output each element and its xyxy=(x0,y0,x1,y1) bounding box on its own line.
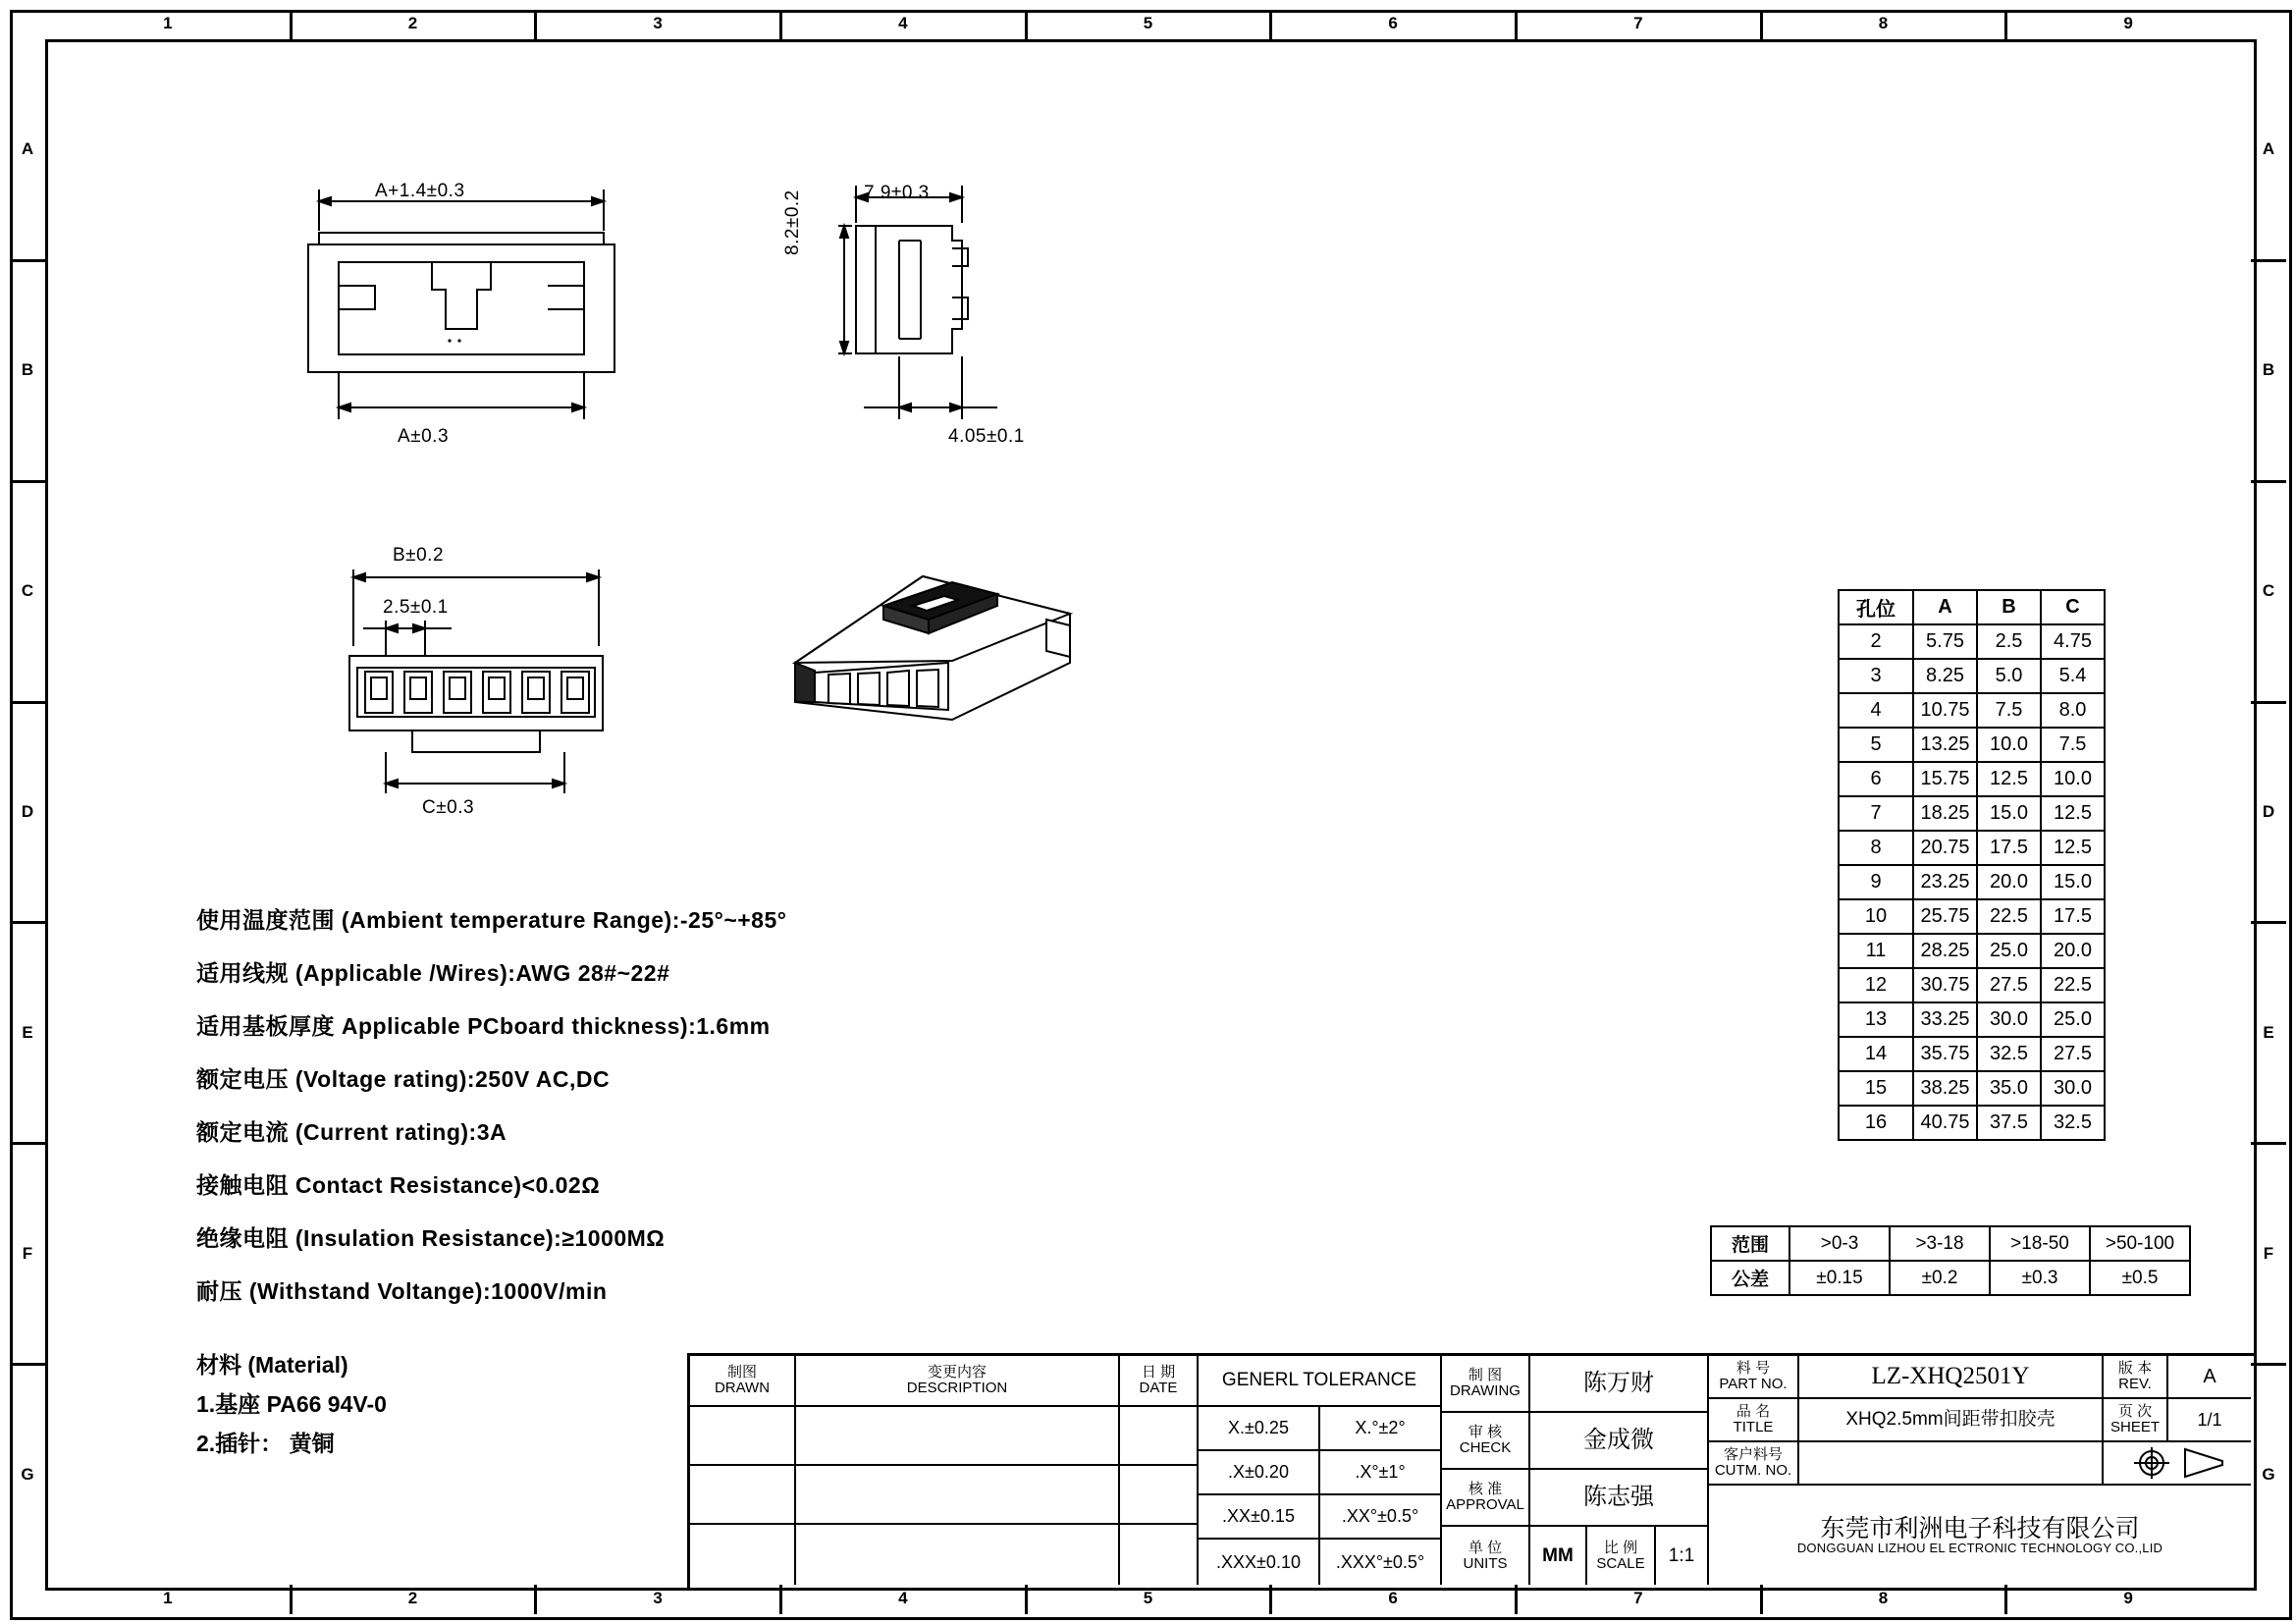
dim-2-5: 2.5±0.1 xyxy=(383,597,449,618)
specification-list xyxy=(196,893,786,1318)
date-header-en: DATE xyxy=(1139,1380,1178,1396)
spec-item: 绝缘电阻 (Insulation Resistance):≥1000MΩ xyxy=(196,1225,666,1251)
title-header-en: TITLE xyxy=(1733,1419,1774,1435)
drawn-header-cn: 制图 xyxy=(726,1364,757,1381)
hole-table-cell: 25.0 xyxy=(2041,1002,2105,1037)
date-row1 xyxy=(1120,1407,1199,1466)
frame-column-label: 8 xyxy=(1878,14,1889,32)
title-block xyxy=(687,1353,2257,1591)
title-value: XHQ2.5mm间距带扣胶壳 xyxy=(1799,1399,2104,1442)
hole-table-cell: 25.0 xyxy=(1977,934,2041,968)
frame-tick xyxy=(1269,10,1272,39)
table-row xyxy=(1839,1106,2105,1140)
title-header xyxy=(1709,1399,1799,1442)
hole-table-cell: 5.4 xyxy=(2041,659,2105,693)
hole-table-cell: 5 xyxy=(1839,728,1913,762)
description-header xyxy=(796,1356,1120,1407)
cutm-no-header-en: CUTM. NO. xyxy=(1714,1462,1792,1479)
table-row xyxy=(1839,831,2105,865)
tolerance-label: 公差 xyxy=(1711,1261,1789,1295)
company-name-en: DONGGUAN LIZHOU EL ECTRONIC TECHNOLOGY CO.,LID xyxy=(1796,1540,2163,1555)
hole-table-cell: 12.5 xyxy=(2041,831,2105,865)
first-angle-projection-icon xyxy=(2109,1443,2246,1483)
frame-row-label: B xyxy=(2262,360,2275,380)
tolerance-linear-3: .XX±0.15 xyxy=(1199,1495,1320,1540)
frame-tick xyxy=(2251,480,2286,483)
drawn-value-row2 xyxy=(690,1466,796,1525)
date-header-cn: 日 期 xyxy=(1141,1364,1176,1381)
hole-table-cell: 12 xyxy=(1839,968,1913,1002)
frame-tick xyxy=(10,1142,45,1145)
spec-item: 适用线规 (Applicable /Wires):AWG 28#~22# xyxy=(196,960,670,986)
frame-row-label: A xyxy=(2262,139,2275,159)
hole-table-cell: 28.25 xyxy=(1913,934,1977,968)
frame-column-label: 4 xyxy=(898,1589,908,1607)
frame-tick xyxy=(779,10,782,39)
hole-table-cell: 35.0 xyxy=(1977,1071,2041,1106)
spec-item: 适用基板厚度 Applicable PCboard thickness):1.6mm xyxy=(196,1013,771,1039)
hole-table-cell: 13.25 xyxy=(1913,728,1977,762)
scale-header xyxy=(1587,1527,1656,1585)
drawn-header-en: DRAWN xyxy=(714,1380,771,1396)
dim-a: A±0.3 xyxy=(398,426,450,447)
hole-table-cell: 5.0 xyxy=(1977,659,2041,693)
company-block xyxy=(1709,1486,2251,1585)
sheet-header-en: SHEET xyxy=(2109,1419,2160,1435)
rev-header-cn: 版 本 xyxy=(2117,1360,2153,1378)
general-tolerance-header: GENERL TOLERANCE xyxy=(1199,1356,1442,1407)
range-value: >3-18 xyxy=(1890,1226,1990,1261)
projection-symbol-cell xyxy=(2104,1442,2251,1486)
hole-table-cell: 10.0 xyxy=(2041,762,2105,796)
tolerance-angular-3: .XX°±0.5° xyxy=(1320,1495,1442,1540)
description-header-cn: 变更内容 xyxy=(927,1364,987,1381)
hole-table-cell: 2 xyxy=(1839,624,1913,659)
drawing-role-cn: 制 图 xyxy=(1468,1367,1503,1384)
approval-role-cn: 核 准 xyxy=(1468,1481,1503,1498)
hole-table-cell: 4.75 xyxy=(2041,624,2105,659)
frame-tick xyxy=(10,480,45,483)
hole-table-cell: 27.5 xyxy=(2041,1037,2105,1071)
frame-tick xyxy=(1515,10,1518,39)
frame-tick xyxy=(10,701,45,704)
tolerance-angular-4: .XXX°±0.5° xyxy=(1320,1540,1442,1585)
frame-row-label: E xyxy=(2263,1022,2274,1042)
table-row xyxy=(1839,728,2105,762)
frame-row-label: E xyxy=(22,1022,33,1042)
frame-tick xyxy=(2251,921,2286,924)
tolerance-linear-4: .XXX±0.10 xyxy=(1199,1540,1320,1585)
table-row xyxy=(1839,693,2105,728)
hole-table-cell: 2.5 xyxy=(1977,624,2041,659)
sheet-header-cn: 页 次 xyxy=(2117,1403,2153,1421)
hole-table-cell: 27.5 xyxy=(1977,968,2041,1002)
hole-table-cell: 7 xyxy=(1839,796,1913,831)
hole-table-cell: 12.5 xyxy=(1977,762,2041,796)
frame-column-label: 2 xyxy=(407,14,418,32)
table-row xyxy=(1839,1002,2105,1037)
tolerance-value: ±0.3 xyxy=(1990,1261,2090,1295)
tolerance-value: ±0.2 xyxy=(1890,1261,1990,1295)
frame-tick xyxy=(10,259,45,262)
rev-value: A xyxy=(2168,1356,2251,1399)
hole-table-cell: 5.75 xyxy=(1913,624,1977,659)
frame-column-label: 2 xyxy=(407,1589,418,1607)
table-row xyxy=(1839,865,2105,899)
hole-table-cell: 32.5 xyxy=(1977,1037,2041,1071)
range-value: >0-3 xyxy=(1789,1226,1890,1261)
sheet-value: 1/1 xyxy=(2168,1399,2251,1442)
spec-item: 耐压 (Withstand Voltange):1000V/min xyxy=(196,1278,608,1304)
drawn-value-row1 xyxy=(690,1407,796,1466)
rev-header xyxy=(2104,1356,2168,1399)
table-header-row xyxy=(1839,590,2105,624)
material-title: 材料 (Material) xyxy=(196,1352,348,1378)
frame-column-label: 5 xyxy=(1143,1589,1153,1607)
range-label: 范围 xyxy=(1711,1226,1789,1261)
check-role-en: CHECK xyxy=(1459,1439,1512,1456)
table-row xyxy=(1839,899,2105,934)
frame-row-label: D xyxy=(21,802,34,821)
hole-table-cell: 11 xyxy=(1839,934,1913,968)
tolerance-range-table xyxy=(1710,1225,2191,1296)
hole-table-cell: 3 xyxy=(1839,659,1913,693)
approval-person: 陈志强 xyxy=(1530,1470,1709,1527)
table-row xyxy=(1839,796,2105,831)
dim-8-2: 8.2±0.2 xyxy=(782,189,803,255)
title-header-cn: 品 名 xyxy=(1735,1403,1771,1421)
dim-7-9: 7.9±0.3 xyxy=(864,183,930,203)
hole-table-cell: 15.0 xyxy=(1977,796,2041,831)
hole-table-cell: 25.75 xyxy=(1913,899,1977,934)
hole-table-cell: 7.5 xyxy=(2041,728,2105,762)
units-header-cn: 单 位 xyxy=(1468,1539,1503,1556)
hole-table-cell: 15.0 xyxy=(2041,865,2105,899)
material-block xyxy=(196,1345,387,1463)
hole-table-cell: 8.25 xyxy=(1913,659,1977,693)
check-person: 金成微 xyxy=(1530,1413,1709,1470)
frame-row-label: D xyxy=(2262,802,2275,821)
material-line-1: 1.基座 PA66 94V-0 xyxy=(196,1391,387,1417)
table-row xyxy=(1839,762,2105,796)
hole-table-cell: 13 xyxy=(1839,1002,1913,1037)
frame-column-label: 6 xyxy=(1388,1589,1398,1607)
units-value: MM xyxy=(1530,1527,1587,1585)
hole-table-header: B xyxy=(1977,590,2041,624)
approval-role-en: APPROVAL xyxy=(1446,1496,1524,1513)
cutm-no-value xyxy=(1799,1442,2104,1486)
spec-item: 使用温度范围 (Ambient temperature Range):-25°~+85° xyxy=(196,907,787,933)
part-no-header-en: PART NO. xyxy=(1719,1376,1788,1392)
hole-table-cell: 16 xyxy=(1839,1106,1913,1140)
frame-column-label: 1 xyxy=(163,1589,173,1607)
frame-tick xyxy=(534,10,537,39)
drawing-role-en: DRAWING xyxy=(1450,1382,1521,1399)
spec-item: 额定电压 (Voltage rating):250V AC,DC xyxy=(196,1066,611,1092)
frame-column-label: 7 xyxy=(1633,14,1643,32)
frame-column-label: 9 xyxy=(2123,1589,2133,1607)
range-value: >18-50 xyxy=(1990,1226,2090,1261)
hole-table-cell: 38.25 xyxy=(1913,1071,1977,1106)
frame-tick xyxy=(1025,10,1028,39)
frame-tick xyxy=(290,1585,293,1614)
part-no-value: LZ-XHQ2501Y xyxy=(1799,1356,2104,1399)
hole-table-cell: 20.0 xyxy=(2041,934,2105,968)
hole-table-cell: 23.25 xyxy=(1913,865,1977,899)
frame-tick xyxy=(10,1363,45,1366)
hole-table-header: 孔位 xyxy=(1839,590,1913,624)
table-row xyxy=(1839,1037,2105,1071)
description-row1 xyxy=(796,1407,1120,1466)
hole-table-cell: 4 xyxy=(1839,693,1913,728)
hole-table-cell: 20.75 xyxy=(1913,831,1977,865)
frame-column-label: 6 xyxy=(1388,14,1398,32)
drawing-role-header xyxy=(1442,1356,1530,1413)
frame-tick xyxy=(10,921,45,924)
frame-tick xyxy=(2251,259,2286,262)
hole-table-cell: 10 xyxy=(1839,899,1913,934)
drawn-value-row3 xyxy=(690,1525,796,1585)
material-line-2: 2.插针： 黄铜 xyxy=(196,1431,335,1456)
dim-4-05: 4.05±0.1 xyxy=(948,426,1025,447)
table-row xyxy=(1839,968,2105,1002)
scale-header-cn: 比 例 xyxy=(1603,1539,1638,1556)
hole-table-cell: 20.0 xyxy=(1977,865,2041,899)
frame-row-label: F xyxy=(22,1243,33,1263)
tolerance-linear-2: .X±0.20 xyxy=(1199,1451,1320,1495)
frame-column-label: 4 xyxy=(898,14,908,32)
frame-column-label: 1 xyxy=(163,14,173,32)
frame-column-label: 3 xyxy=(653,1589,663,1607)
scale-value: 1:1 xyxy=(1656,1527,1709,1585)
dim-a-plus-1-4: A+1.4±0.3 xyxy=(375,181,465,201)
hole-table-cell: 9 xyxy=(1839,865,1913,899)
hole-dimension-table xyxy=(1838,589,2106,1141)
hole-table-cell: 30.75 xyxy=(1913,968,1977,1002)
hole-table-cell: 37.5 xyxy=(1977,1106,2041,1140)
frame-row-label: F xyxy=(2263,1243,2274,1263)
frame-tick xyxy=(534,1585,537,1614)
rev-header-en: REV. xyxy=(2118,1376,2152,1392)
cutm-no-header-cn: 客户料号 xyxy=(1723,1446,1783,1464)
drawing-person: 陈万财 xyxy=(1530,1356,1709,1413)
frame-row-label: B xyxy=(21,360,34,380)
hole-table-cell: 22.5 xyxy=(2041,968,2105,1002)
hole-table-cell: 30.0 xyxy=(1977,1002,2041,1037)
description-row2 xyxy=(796,1466,1120,1525)
view-bottom-pins xyxy=(314,530,825,825)
approval-role-header xyxy=(1442,1470,1530,1527)
table-row xyxy=(1839,934,2105,968)
view-front-housing xyxy=(285,172,815,496)
hole-table-cell: 7.5 xyxy=(1977,693,2041,728)
hole-table-cell: 22.5 xyxy=(1977,899,2041,934)
part-no-header xyxy=(1709,1356,1799,1399)
hole-table-cell: 40.75 xyxy=(1913,1106,1977,1140)
frame-column-label: 8 xyxy=(1878,1589,1889,1607)
hole-table-cell: 8 xyxy=(1839,831,1913,865)
table-row xyxy=(1839,1071,2105,1106)
frame-tick xyxy=(2251,701,2286,704)
frame-tick xyxy=(2004,10,2007,39)
hole-table-cell: 10.0 xyxy=(1977,728,2041,762)
hole-table-cell: 18.25 xyxy=(1913,796,1977,831)
hole-table-header: C xyxy=(2041,590,2105,624)
hole-table-cell: 30.0 xyxy=(2041,1071,2105,1106)
hole-table-cell: 17.5 xyxy=(1977,831,2041,865)
hole-table-cell: 12.5 xyxy=(2041,796,2105,831)
hole-table-cell: 15.75 xyxy=(1913,762,1977,796)
hole-table-cell: 8.0 xyxy=(2041,693,2105,728)
frame-row-label: C xyxy=(2262,581,2275,601)
tolerance-linear-1: X.±0.25 xyxy=(1199,1407,1320,1451)
hole-table-cell: 33.25 xyxy=(1913,1002,1977,1037)
table-row xyxy=(1711,1261,2190,1295)
spec-item: 额定电流 (Current rating):3A xyxy=(196,1119,507,1145)
date-header xyxy=(1120,1356,1199,1407)
hole-table-cell: 32.5 xyxy=(2041,1106,2105,1140)
date-row3 xyxy=(1120,1525,1199,1585)
company-name-cn: 东莞市利洲电子科技有限公司 xyxy=(1820,1514,2140,1543)
view-isometric-connector xyxy=(775,555,1090,781)
hole-table-cell: 14 xyxy=(1839,1037,1913,1071)
check-role-cn: 审 核 xyxy=(1468,1424,1503,1441)
tolerance-value: ±0.5 xyxy=(2090,1261,2190,1295)
hole-table-header: A xyxy=(1913,590,1977,624)
range-value: >50-100 xyxy=(2090,1226,2190,1261)
tolerance-value: ±0.15 xyxy=(1789,1261,1890,1295)
frame-row-label: G xyxy=(21,1464,34,1484)
tolerance-angular-1: X.°±2° xyxy=(1320,1407,1442,1451)
hole-table-cell: 10.75 xyxy=(1913,693,1977,728)
frame-tick xyxy=(1760,10,1763,39)
table-row xyxy=(1839,624,2105,659)
part-no-header-cn: 料 号 xyxy=(1735,1360,1771,1378)
frame-column-label: 3 xyxy=(653,14,663,32)
scale-header-en: SCALE xyxy=(1596,1554,1645,1572)
dim-b: B±0.2 xyxy=(393,545,445,566)
hole-table-cell: 15 xyxy=(1839,1071,1913,1106)
table-row xyxy=(1839,659,2105,693)
spec-item: 接触电阻 Contact Resistance)<0.02Ω xyxy=(196,1172,601,1198)
date-row2 xyxy=(1120,1466,1199,1525)
units-header xyxy=(1442,1527,1530,1585)
frame-tick xyxy=(290,10,293,39)
hole-table-cell: 35.75 xyxy=(1913,1037,1977,1071)
frame-row-label: C xyxy=(21,581,34,601)
frame-column-label: 7 xyxy=(1633,1589,1643,1607)
drawn-header xyxy=(690,1356,796,1407)
units-header-en: UNITS xyxy=(1463,1554,1508,1572)
frame-column-label: 5 xyxy=(1143,14,1153,32)
frame-row-label: A xyxy=(21,139,34,159)
frame-column-label: 9 xyxy=(2123,14,2133,32)
hole-table-cell: 17.5 xyxy=(2041,899,2105,934)
description-row3 xyxy=(796,1525,1120,1585)
table-row xyxy=(1711,1226,2190,1261)
hole-table-cell: 6 xyxy=(1839,762,1913,796)
sheet-header xyxy=(2104,1399,2168,1442)
tolerance-angular-2: .X°±1° xyxy=(1320,1451,1442,1495)
frame-tick xyxy=(2251,1142,2286,1145)
frame-row-label: G xyxy=(2262,1464,2275,1484)
dim-c: C±0.3 xyxy=(422,797,475,818)
cutm-no-header xyxy=(1709,1442,1799,1486)
description-header-en: DESCRIPTION xyxy=(906,1380,1008,1396)
check-role-header xyxy=(1442,1413,1530,1470)
